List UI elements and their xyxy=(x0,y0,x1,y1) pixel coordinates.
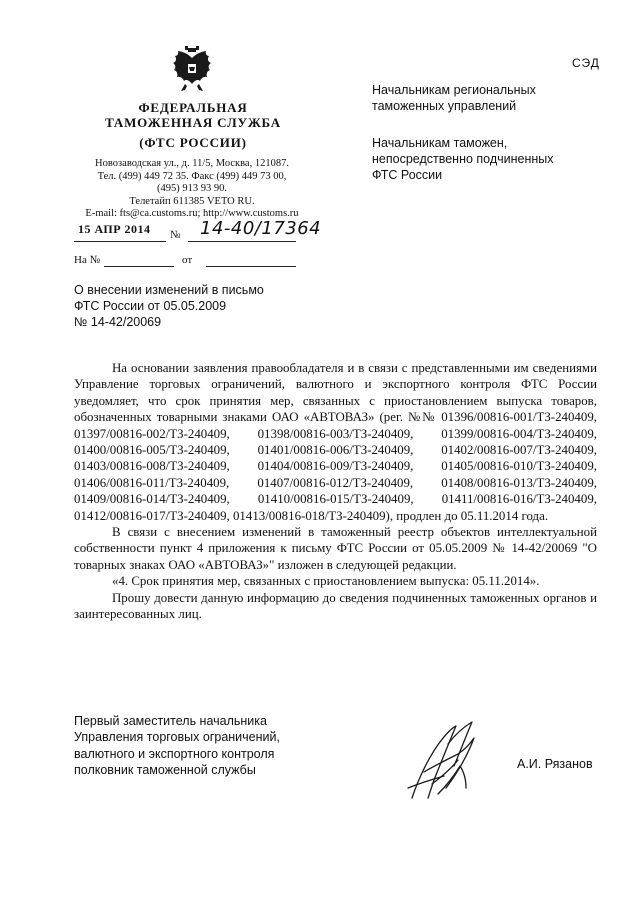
recipient-group xyxy=(372,135,554,183)
body-paragraph: Прошу довести данную информацию до сведения подчиненных таможенных органов и заинтересованных лиц. xyxy=(74,590,597,622)
body-paragraph: На основании заявления правообладателя и в связи с представленными им сведениями Управление торговых ограничений, валютного и экспортного контроля ФТС России уведомляет, что срок принятия мер, связанных с приостановлением выпуска товаров, обозначенных товарными знаками ОАО «АВТОВАЗ» (рег. №№ 01396/00816-001/ТЗ-240409, 01397/00816-002/ТЗ-240409, 01398/00816-003/ТЗ-240409, 01399/00816-004/ТЗ-240409, 01400/00816-005/ТЗ-240409, 01401/00816-006/ТЗ-240409, 01402/00816-007/ТЗ-240409, 01403/00816-008/ТЗ-240409, 01404/00816-009/ТЗ-240409, 01405/00816-010/ТЗ-240409, 01406/00816-011/ТЗ-240409, 01407/00816-012/ТЗ-240409, 01408/00816-013/ТЗ-240409, 01409/00816-014/ТЗ-240409, 01410/00816-015/ТЗ-240409, 01411/00816-016/ТЗ-240409, 01412/00816-017/ТЗ-240409, 01413/00816-018/ТЗ-240409), продлен до 05.11.2014 года. xyxy=(74,361,597,523)
recipient-line: ФТС России xyxy=(372,168,443,182)
subject-line: О внесении изменений в письмо xyxy=(74,283,264,297)
signatory-line: Управления торговых ограничений, xyxy=(74,730,280,745)
sed-stamp: СЭД xyxy=(572,56,600,70)
russian-coat-of-arms-icon xyxy=(170,44,214,94)
reply-to-label: На № xyxy=(74,254,101,266)
address-line: Тел. (499) 449 72 35. Факс (499) 449 73 00, xyxy=(97,170,287,182)
org-name-line: ФЕДЕРАЛЬНАЯ xyxy=(138,100,248,115)
reply-date-field xyxy=(206,266,296,267)
body-paragraph: «4. Срок принятия мер, связанных с приостановлением выпуска: 05.11.2014». xyxy=(112,574,540,589)
subject-line: ФТС России от 05.05.2009 xyxy=(74,299,227,313)
org-abbreviation: (ФТС РОССИИ) xyxy=(139,135,247,150)
recipient-group xyxy=(372,82,536,114)
recipient-line: непосредственно подчиненных xyxy=(372,152,554,166)
signatory-title xyxy=(74,713,280,778)
registration-number: 14-40/17364 xyxy=(200,218,322,239)
handwritten-signature-icon xyxy=(388,714,498,806)
reply-from-label: от xyxy=(182,254,193,266)
sender-organization xyxy=(78,100,308,150)
reply-number-field xyxy=(104,266,174,267)
number-label: № xyxy=(170,229,181,241)
recipient-line: таможенных управлений xyxy=(372,99,517,113)
date-underline xyxy=(74,241,166,242)
subject-line: № 14-42/20069 xyxy=(74,315,162,329)
signatory-line: валютного и экспортного контроля xyxy=(74,746,275,761)
signatory-name: А.И. Рязанов xyxy=(517,757,593,771)
signatory-line: полковник таможенной службы xyxy=(74,762,256,777)
address-line: Новозаводская ул., д. 11/5, Москва, 121087. xyxy=(95,158,289,169)
recipient-line: Начальникам таможен, xyxy=(372,136,508,150)
address-line: E-mail: fts@ca.customs.ru; http://www.customs.ru xyxy=(85,208,299,219)
sender-address xyxy=(64,158,320,221)
org-name-line: ТАМОЖЕННАЯ СЛУЖБА xyxy=(105,115,281,130)
body-paragraph: В связи с внесением изменений в таможенный реестр объектов интеллектуальной собственности пункт 4 приложения к письму ФТС России от 05.05.2009 № 14-42/20069 "О товарных знаках ОАО «АВТОВАЗ»" изложен в следующей редакции. xyxy=(74,525,597,572)
recipient-line: Начальникам региональных xyxy=(372,83,536,97)
address-line: (495) 913 93 90. xyxy=(157,183,227,194)
signatory-line: Первый заместитель начальника xyxy=(74,714,267,728)
registration-date: 15 АПР 2014 xyxy=(78,222,151,236)
address-line: Телетайп 611385 VETO RU. xyxy=(129,195,255,207)
letter-subject xyxy=(74,282,264,330)
letter-body xyxy=(74,360,597,623)
number-underline xyxy=(188,241,296,242)
